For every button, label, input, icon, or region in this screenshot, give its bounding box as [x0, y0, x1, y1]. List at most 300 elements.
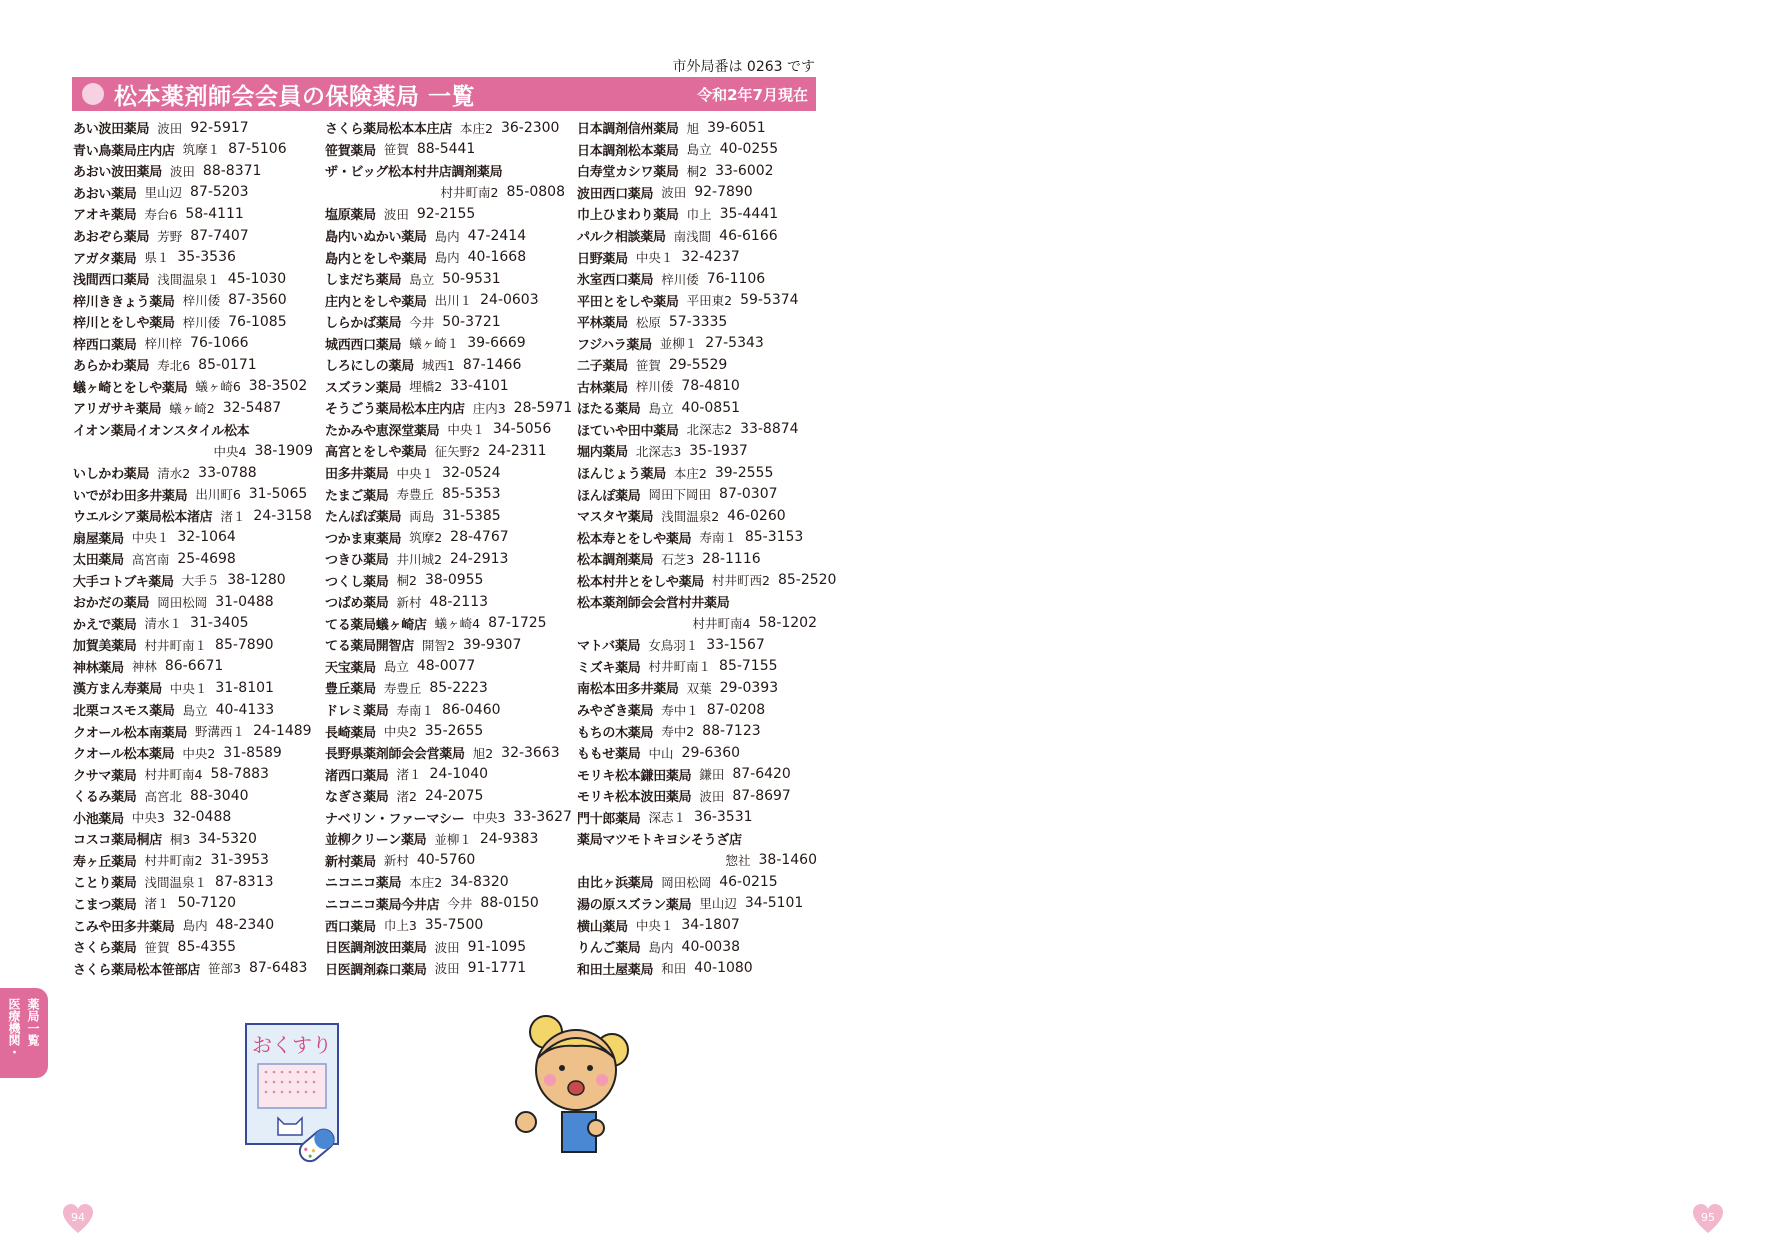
pharmacy-name: そうごう薬局松本庄内店	[325, 402, 465, 418]
pharmacy-phone: 35-4441	[719, 205, 779, 222]
pharmacy-phone: 39-6051	[707, 119, 766, 136]
pharmacy-name: あおい波田薬局	[73, 165, 162, 181]
pharmacy-area: 清水１	[144, 616, 183, 632]
pharmacy-row	[73, 246, 323, 268]
pharmacy-area: 松原	[635, 314, 661, 330]
pharmacy-area: 中央3	[472, 810, 506, 826]
pharmacy-phone: 58-4111	[185, 205, 244, 222]
pharmacy-phone: 87-7407	[190, 227, 249, 244]
pharmacy-row	[325, 677, 575, 699]
pharmacy-name: 松本調剤薬局	[577, 553, 654, 569]
pharmacy-area: 鎌田	[699, 767, 725, 783]
pharmacy-row	[325, 807, 575, 829]
pharmacy-row	[577, 182, 827, 204]
pharmacy-area: 中央１	[169, 680, 208, 696]
pharmacy-row	[73, 483, 323, 505]
pharmacy-phone: 40-5760	[416, 852, 476, 869]
pharmacy-area: 並柳１	[659, 336, 698, 352]
medicine-bag-label: おくすり	[252, 1033, 332, 1057]
pharmacy-phone: 32-0524	[442, 464, 501, 481]
pharmacy-row	[325, 893, 575, 915]
pharmacy-area: 惣社	[725, 853, 751, 869]
pharmacy-row	[577, 957, 827, 979]
pharmacy-row	[577, 526, 827, 548]
pharmacy-name: 日本調剤信州薬局	[577, 122, 679, 138]
pharmacy-area: 波田	[434, 939, 460, 955]
pharmacy-phone: 32-5487	[222, 399, 282, 416]
pharmacy-row	[325, 376, 575, 398]
pharmacy-name: 蟻ヶ崎とをしや薬局	[73, 380, 188, 396]
pharmacy-phone: 91-1095	[467, 938, 527, 955]
pharmacy-name: 笹賀薬局	[325, 143, 376, 159]
pharmacy-name: 波田西口薬局	[577, 186, 654, 202]
pharmacy-area: 出川町6	[195, 487, 241, 503]
pharmacy-row	[577, 591, 827, 613]
pharmacy-phone: 59-5374	[740, 292, 799, 309]
pharmacy-row	[577, 613, 827, 635]
pharmacy-phone: 87-8697	[732, 787, 791, 804]
pharmacy-row	[73, 569, 323, 591]
pharmacy-row	[577, 117, 827, 139]
pharmacy-name: 城西西口薬局	[325, 337, 402, 353]
pharmacy-phone: 58-7883	[210, 766, 269, 783]
pharmacy-area: 村井町南１	[144, 637, 208, 653]
pharmacy-row	[325, 785, 575, 807]
pharmacy-area: 浅間温泉2	[661, 508, 720, 524]
pharmacy-area: 島内	[434, 228, 460, 244]
pharmacy-name: 平林薬局	[577, 316, 628, 332]
side-index-tab[interactable]	[0, 988, 48, 1078]
pharmacy-name: たんぽぽ薬局	[325, 510, 402, 526]
pharmacy-row	[325, 957, 575, 979]
pharmacy-row	[325, 268, 575, 290]
pharmacy-name: クサマ薬局	[73, 768, 137, 784]
pharmacy-row	[577, 483, 827, 505]
pharmacy-name: ザ・ビッグ松本村井店調剤薬局	[325, 165, 503, 181]
pharmacy-row	[577, 936, 827, 958]
pharmacy-phone: 87-0208	[706, 701, 766, 718]
pharmacy-area: 今井	[409, 314, 435, 330]
pharmacy-row	[73, 613, 323, 635]
pharmacy-phone: 39-9307	[462, 636, 522, 653]
pharmacy-area: 大手５	[181, 573, 220, 589]
pharmacy-area: 新村	[383, 853, 409, 869]
pharmacy-name: 梓川ききょう薬局	[73, 294, 175, 310]
pharmacy-name: なぎさ薬局	[325, 790, 389, 806]
pharmacy-area: 征矢野2	[434, 443, 481, 459]
pharmacy-area: 村井町南4	[144, 767, 203, 783]
pharmacy-area: 石芝3	[661, 551, 695, 567]
pharmacy-phone: 25-4698	[177, 550, 236, 567]
pharmacy-phone: 31-5065	[248, 486, 308, 503]
pharmacy-row	[325, 462, 575, 484]
pharmacy-name: りんご薬局	[577, 941, 641, 957]
pharmacy-phone: 88-7123	[702, 723, 761, 740]
pharmacy-area: 村井町南2	[440, 185, 499, 201]
pharmacy-area: 両島	[409, 508, 435, 524]
pharmacy-row	[325, 182, 575, 204]
pharmacy-row	[73, 289, 323, 311]
pharmacy-area: 笹賀	[635, 357, 661, 373]
pharmacy-area: 中央１	[447, 422, 485, 438]
pharmacy-name: 平田とをしや薬局	[577, 294, 679, 310]
pharmacy-phone: 31-8589	[223, 744, 282, 761]
pharmacy-row	[325, 160, 575, 182]
pharmacy-row	[577, 246, 827, 268]
pharmacy-name: 横山薬局	[577, 919, 628, 935]
pharmacy-row	[577, 871, 827, 893]
pharmacy-area: 島内	[648, 939, 674, 955]
pharmacy-row	[325, 548, 575, 570]
pharmacy-name: クオール松本南薬局	[73, 725, 188, 741]
pharmacy-row	[577, 268, 827, 290]
pharmacy-area: 梓川梓	[144, 336, 183, 352]
pharmacy-row	[577, 893, 827, 915]
pharmacy-row	[73, 462, 323, 484]
pharmacy-phone: 29-6360	[681, 744, 741, 761]
pharmacy-area: 島立	[686, 142, 712, 158]
girl-character-illustration	[500, 1010, 650, 1160]
pharmacy-phone: 24-2075	[424, 787, 484, 804]
pharmacy-name: いでがわ田多井薬局	[73, 488, 188, 504]
pharmacy-name: ミズキ薬局	[577, 660, 641, 676]
pharmacy-phone: 47-2414	[467, 227, 527, 244]
pharmacy-row	[325, 591, 575, 613]
pharmacy-phone: 48-2113	[429, 593, 489, 610]
pharmacy-row	[325, 419, 575, 441]
pharmacy-phone: 28-1116	[702, 550, 761, 567]
pharmacy-row	[73, 893, 323, 915]
pharmacy-name: 青い鳥薬局庄内店	[73, 143, 175, 159]
pharmacy-phone: 32-1064	[177, 529, 236, 546]
pharmacy-name: てる薬局蟻ヶ崎店	[325, 617, 427, 633]
pharmacy-area: 波田	[699, 788, 725, 804]
pharmacy-phone: 40-0255	[719, 141, 779, 158]
pharmacy-row	[73, 203, 323, 225]
pharmacy-row	[325, 246, 575, 268]
pharmacy-area: 寿豊丘	[383, 680, 422, 696]
pharmacy-area: 島立	[648, 400, 674, 416]
pharmacy-row	[73, 268, 323, 290]
pharmacy-row	[73, 419, 323, 441]
pharmacy-area: 村井町西2	[712, 573, 770, 589]
pharmacy-area: 梓川倭	[635, 379, 674, 395]
pharmacy-area: 中央4	[213, 443, 247, 459]
pharmacy-area: 深志１	[648, 810, 687, 826]
pharmacy-name: 白寿堂カシワ薬局	[577, 165, 679, 181]
pharmacy-area: 北深志3	[635, 443, 682, 459]
pharmacy-area: 蟻ヶ崎4	[434, 616, 481, 632]
pharmacy-name: いしかわ薬局	[73, 467, 150, 483]
pharmacy-name: アオキ薬局	[73, 208, 137, 224]
pharmacy-name: 氷室西口薬局	[577, 273, 654, 289]
medicine-bag-illustration	[238, 1020, 358, 1170]
pharmacy-area: 並柳１	[434, 831, 472, 847]
pharmacy-phone: 40-0038	[681, 938, 741, 955]
pharmacy-name: 高宮とをしや薬局	[325, 445, 427, 461]
pharmacy-area: 北深志2	[686, 422, 733, 438]
pharmacy-area: 本庄2	[409, 874, 443, 890]
pharmacy-phone: 32-3663	[501, 744, 560, 761]
pharmacy-area: 中央１	[635, 918, 674, 933]
pharmacy-name: 和田土屋薬局	[577, 962, 654, 978]
pharmacy-phone: 24-3158	[253, 507, 312, 524]
pharmacy-row	[325, 613, 575, 635]
pharmacy-name: 小池薬局	[73, 811, 124, 827]
pharmacy-name: 寿ヶ丘薬局	[73, 854, 137, 870]
pharmacy-row	[577, 289, 827, 311]
pharmacy-row	[577, 634, 827, 656]
pharmacy-area: 高宮北	[144, 788, 183, 804]
pharmacy-area: 今井	[447, 896, 473, 912]
pharmacy-phone: 35-7500	[424, 917, 484, 933]
pharmacy-phone: 46-0260	[727, 507, 786, 524]
pharmacy-name: 漢方まん寿薬局	[73, 682, 162, 698]
section-title: 松本薬剤師会会員の保険薬局 一覧	[114, 83, 476, 110]
pharmacy-name: つばめ薬局	[325, 596, 389, 612]
pharmacy-phone: 76-1085	[228, 313, 287, 330]
pharmacy-phone: 88-8371	[202, 162, 262, 179]
pharmacy-name: 田多井薬局	[325, 467, 389, 483]
pharmacy-area: 寿中１	[661, 702, 699, 718]
pharmacy-area: 桐3	[169, 831, 191, 847]
pharmacy-area: 寿台6	[144, 206, 178, 222]
pharmacy-name: 島内とをしや薬局	[325, 251, 427, 267]
pharmacy-phone: 32-0488	[172, 809, 232, 826]
pharmacy-area: 島立	[409, 271, 435, 287]
pharmacy-name: 梓西口薬局	[73, 337, 137, 353]
pharmacy-area: 寿豊丘	[396, 487, 435, 503]
pharmacy-row	[73, 634, 323, 656]
pharmacy-area: 寿南１	[699, 530, 737, 546]
pharmacy-phone: 86-6671	[164, 658, 224, 675]
pharmacy-phone: 36-2300	[500, 119, 560, 136]
pharmacy-phone: 33-6002	[715, 162, 774, 179]
pharmacy-phone: 39-2555	[714, 464, 774, 481]
pharmacy-name: 天宝薬局	[325, 660, 376, 676]
pharmacy-phone: 29-0393	[719, 679, 779, 696]
pharmacy-area: 開智2	[421, 637, 455, 653]
pharmacy-name: マトバ薬局	[577, 639, 641, 655]
pharmacy-phone: 35-3536	[177, 249, 236, 266]
pharmacy-name: 北栗コスモス薬局	[73, 704, 175, 720]
pharmacy-phone: 45-1030	[227, 270, 287, 287]
pharmacy-phone: 24-2311	[488, 442, 547, 459]
pharmacy-row	[577, 742, 827, 764]
pharmacy-name: 南松本田多井薬局	[577, 682, 679, 698]
pharmacy-row	[325, 505, 575, 527]
pharmacy-row	[577, 656, 827, 678]
pharmacy-area: 渚2	[396, 788, 417, 804]
pharmacy-phone: 33-1567	[706, 636, 765, 653]
pharmacy-area: 筑摩2	[409, 530, 443, 546]
pharmacy-name: さくら薬局松本本庄店	[325, 122, 453, 138]
pharmacy-row	[577, 311, 827, 333]
pharmacy-row	[325, 332, 575, 354]
pharmacy-area: 笹賀	[144, 939, 170, 955]
pharmacy-phone: 40-1080	[694, 960, 753, 977]
pharmacy-name: ナベリン・ファーマシー	[325, 811, 465, 827]
pharmacy-phone: 35-2655	[424, 723, 484, 740]
pharmacy-area: 井川城2	[396, 551, 442, 567]
pharmacy-row	[325, 311, 575, 333]
pharmacy-area: 女鳥羽１	[648, 637, 699, 653]
area-code-note: 市外局番は 0263 です	[672, 59, 815, 75]
pharmacy-phone: 34-5056	[492, 421, 552, 438]
pharmacy-phone: 50-9531	[442, 270, 501, 287]
pharmacy-name: クオール松本薬局	[73, 747, 175, 763]
pharmacy-area: 渚１	[396, 767, 422, 783]
pharmacy-name: ことり薬局	[73, 876, 137, 892]
pharmacy-area: 波田	[169, 163, 195, 179]
pharmacy-phone: 40-1668	[467, 249, 527, 266]
pharmacy-phone: 32-4237	[681, 249, 740, 266]
pharmacy-name: 大手コトブキ薬局	[73, 574, 174, 590]
pharmacy-area: 中央2	[182, 745, 216, 761]
pharmacy-area: 里山辺	[699, 896, 737, 912]
pharmacy-area: 島立	[182, 702, 208, 718]
pharmacy-column-2	[325, 117, 575, 979]
pharmacy-row	[577, 785, 827, 807]
pharmacy-name: もちの木薬局	[577, 725, 654, 741]
pharmacy-phone: 85-3153	[744, 529, 804, 546]
pharmacy-row	[577, 720, 827, 742]
pharmacy-phone: 50-7120	[177, 895, 237, 912]
pharmacy-row	[325, 440, 575, 462]
pharmacy-phone: 85-0171	[198, 356, 257, 373]
pharmacy-row	[577, 914, 827, 936]
pharmacy-row	[577, 569, 837, 591]
pharmacy-area: 笹賀	[383, 142, 409, 158]
pharmacy-name: 長崎薬局	[325, 725, 376, 741]
bullet-dot-icon	[82, 83, 104, 105]
pharmacy-phone: 87-1725	[488, 615, 547, 632]
pharmacy-area: 浅間温泉１	[144, 874, 208, 890]
pharmacy-row	[325, 720, 575, 742]
pharmacy-area: 中央１	[635, 250, 674, 266]
pharmacy-name: マスタヤ薬局	[577, 510, 654, 526]
pharmacy-phone: 34-1807	[681, 917, 740, 933]
pharmacy-phone: 87-0307	[719, 486, 778, 503]
pharmacy-phone: 38-1909	[254, 442, 313, 459]
pharmacy-area: 桐2	[396, 573, 417, 589]
pharmacy-area: 島内	[182, 918, 208, 933]
pharmacy-row	[73, 914, 323, 936]
pharmacy-row	[73, 720, 323, 742]
pharmacy-name: あおい薬局	[73, 186, 137, 202]
pharmacy-area: 本庄2	[460, 120, 493, 136]
pharmacy-phone: 87-3560	[228, 292, 287, 309]
pharmacy-phone: 40-0851	[681, 399, 741, 416]
pharmacy-name: 長野県薬剤師会会営薬局	[325, 747, 465, 763]
pharmacy-area: 中山	[648, 745, 674, 761]
pharmacy-area: 野溝西１	[195, 724, 246, 740]
pharmacy-name: 扇屋薬局	[73, 531, 124, 547]
pharmacy-column-3	[577, 117, 837, 979]
pharmacy-row	[577, 462, 827, 484]
pharmacy-area: 高宮南	[131, 551, 170, 567]
pharmacy-name: ドレミ薬局	[325, 704, 389, 720]
pharmacy-name: 薬局マツモトキヨシそうざ店	[577, 833, 742, 849]
pharmacy-row	[325, 203, 575, 225]
pharmacy-area: 本庄2	[673, 465, 707, 481]
pharmacy-row	[73, 139, 323, 161]
pharmacy-area: 寿中2	[661, 724, 695, 740]
pharmacy-name: スズラン薬局	[325, 380, 402, 396]
pharmacy-area: 清水2	[157, 465, 191, 481]
pharmacy-row	[73, 526, 323, 548]
pharmacy-name: 島内いぬかい薬局	[325, 230, 427, 245]
pharmacy-phone: 50-3721	[442, 313, 501, 330]
pharmacy-name: 湯の原スズラン薬局	[577, 897, 692, 913]
pharmacy-area: 梓川倭	[182, 293, 221, 309]
pharmacy-phone: 88-5441	[416, 141, 476, 158]
pharmacy-name: 松本寿とをしや薬局	[577, 531, 692, 547]
pharmacy-row	[73, 763, 323, 785]
pharmacy-phone: 33-4101	[450, 378, 509, 395]
pharmacy-row	[73, 117, 323, 139]
pharmacy-area: 村井町南4	[692, 616, 751, 632]
pharmacy-row	[325, 634, 575, 656]
pharmacy-name: あおぞら薬局	[73, 230, 150, 245]
pharmacy-row	[577, 419, 827, 441]
pharmacy-row	[577, 699, 827, 721]
pharmacy-name: 門十郎薬局	[577, 811, 641, 827]
pharmacy-name: 新村薬局	[325, 854, 376, 870]
pharmacy-row	[325, 828, 575, 850]
pharmacy-phone: 85-2223	[429, 679, 488, 696]
pharmacy-name: あい波田薬局	[73, 122, 150, 138]
pharmacy-phone: 34-8320	[450, 873, 509, 890]
pharmacy-row	[73, 936, 323, 958]
pharmacy-name: パルク相談薬局	[577, 230, 666, 245]
pharmacy-name: たまご薬局	[325, 488, 389, 504]
pharmacy-name: つきひ薬局	[325, 553, 389, 569]
pharmacy-name: モリキ松本鎌田薬局	[577, 768, 692, 784]
pharmacy-name: ウエルシア薬局松本渚店	[73, 510, 213, 526]
pharmacy-phone: 31-0488	[215, 593, 274, 610]
pharmacy-name: モリキ松本波田薬局	[577, 790, 692, 806]
pharmacy-name: アリガサキ薬局	[73, 402, 162, 418]
pharmacy-area: 岡田松岡	[157, 594, 208, 610]
pharmacy-row	[73, 182, 323, 204]
pharmacy-area: 出川１	[434, 293, 473, 309]
pharmacy-area: 筑摩１	[182, 142, 221, 158]
pharmacy-phone: 33-3627	[513, 809, 572, 826]
pharmacy-area: 平田東2	[686, 293, 733, 309]
pharmacy-phone: 88-0150	[480, 895, 539, 912]
pharmacy-area: 里山辺	[144, 185, 183, 201]
pharmacy-phone: 46-0215	[719, 873, 778, 890]
pharmacy-phone: 76-1106	[706, 270, 766, 287]
pharmacy-area: 桐2	[686, 163, 708, 179]
pharmacy-name: しらかば薬局	[325, 316, 402, 332]
pharmacy-area: 中央１	[131, 530, 170, 546]
pharmacy-area: 蟻ヶ崎１	[409, 336, 460, 352]
pharmacy-name: ももせ薬局	[577, 747, 641, 763]
pharmacy-phone: 78-4810	[681, 378, 740, 395]
pharmacy-name: たかみや恵深堂薬局	[325, 423, 440, 439]
pharmacy-area: 蟻ヶ崎6	[195, 379, 241, 395]
pharmacy-row	[325, 289, 575, 311]
pharmacy-phone: 87-8313	[215, 873, 274, 890]
pharmacy-row	[325, 656, 575, 678]
pharmacy-name: さくら薬局松本笹部店	[73, 962, 201, 978]
pharmacy-name: 太田薬局	[73, 553, 124, 569]
pharmacy-phone: 24-1040	[429, 766, 489, 783]
pharmacy-phone: 31-3953	[210, 852, 269, 869]
pharmacy-row	[577, 397, 827, 419]
